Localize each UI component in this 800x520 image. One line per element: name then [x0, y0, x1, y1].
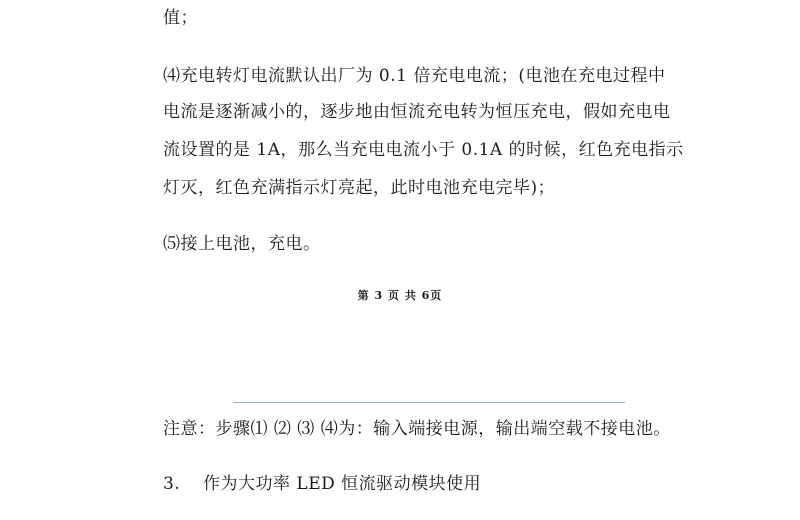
section-title: 作为大功率 LED 恒流驱动模块使用	[203, 474, 482, 494]
note-line: 注意：步骤⑴ ⑵ ⑶ ⑷为：输入端接电源，输出端空载不接电池。	[163, 419, 671, 439]
text-line: ⑸接上电池，充电。	[163, 234, 321, 254]
text-line: 灯灭，红色充满指示灯亮起，此时电池充电完毕)；	[163, 178, 556, 198]
section-number: 3.	[163, 474, 181, 494]
page-separator	[233, 402, 625, 403]
text-line: 值；	[163, 8, 198, 28]
page-footer: 第 3 页 共 6页	[357, 289, 443, 302]
text-line: ⑷充电转灯电流默认出厂为 0.1 倍充电电流；(电池在充电过程中	[163, 66, 666, 86]
text-line: 电流是逐渐减小的，逐步地由恒流充电转为恒压充电，假如充电电	[163, 102, 671, 122]
text-line: 流设置的是 1A，那么当充电电流小于 0.1A 的时候，红色充电指示	[163, 140, 684, 160]
section-heading	[163, 469, 481, 494]
